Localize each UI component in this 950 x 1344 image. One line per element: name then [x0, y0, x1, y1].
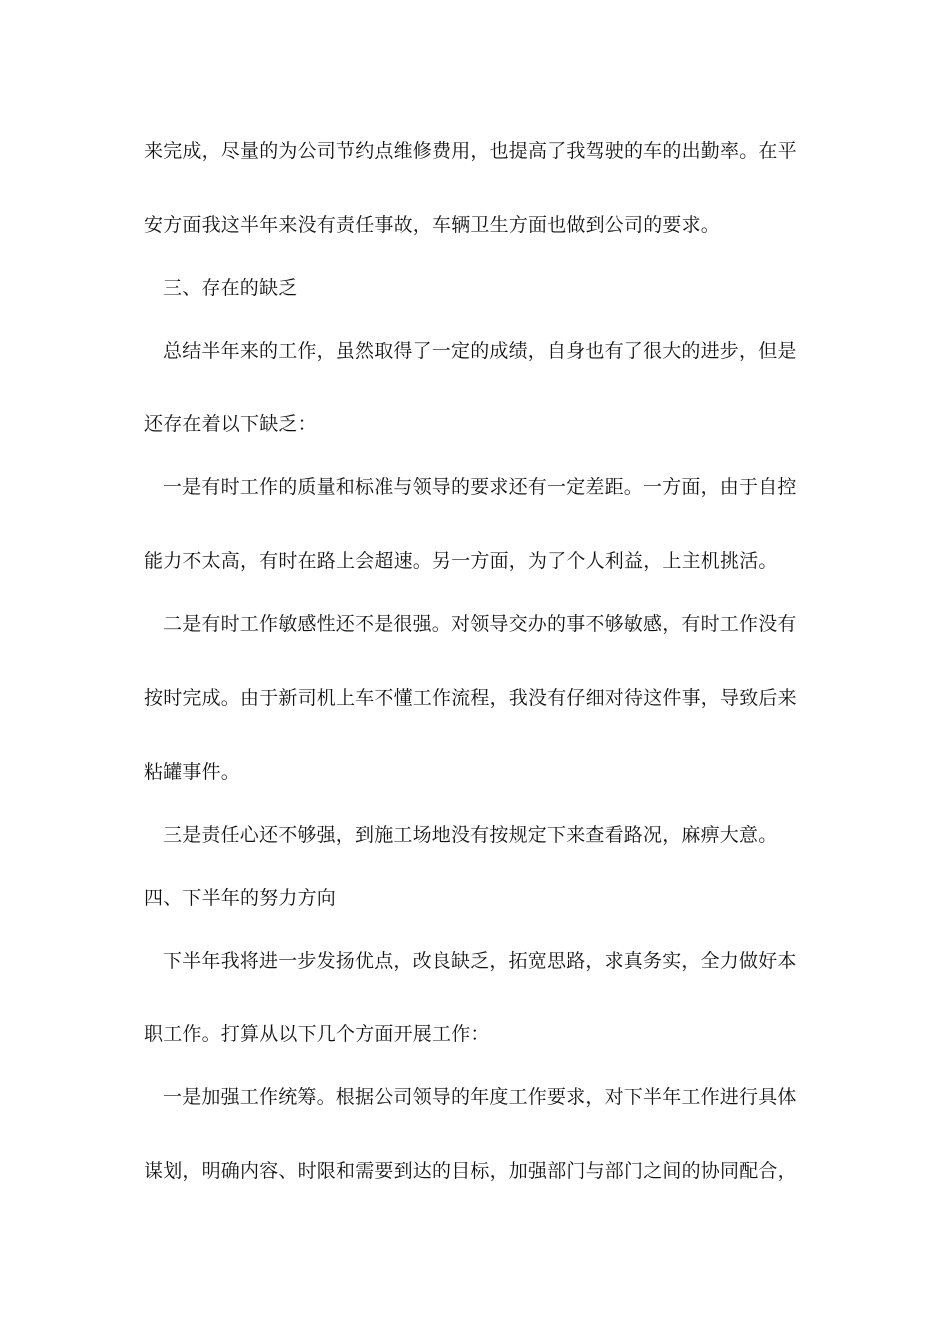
paragraph-line: 还存在着以下缺乏： [144, 413, 317, 435]
paragraph-line: 总结半年来的工作，虽然取得了一定的成绩，自身也有了很大的进步，但是 [163, 340, 797, 362]
section-heading: 三、存在的缺乏 [163, 277, 298, 299]
paragraph-line: 粘罐事件。 [144, 761, 241, 783]
paragraph-line: 能力不太高，有时在路上会超速。另一方面，为了个人利益，上主机挑活。 [144, 550, 778, 572]
paragraph-line: 来完成，尽量的为公司节约点维修费用，也提高了我驾驶的车的出勤率。在平 [144, 140, 797, 162]
paragraph-line: 三是责任心还不够强，到施工场地没有按规定下来查看路况，麻痹大意。 [163, 824, 778, 846]
paragraph-line: 职工作。打算从以下几个方面开展工作： [144, 1023, 490, 1045]
paragraph-line: 安方面我这半年来没有责任事故，车辆卫生方面也做到公司的要求。 [144, 214, 721, 236]
paragraph-line: 一是有时工作的质量和标准与领导的要求还有一定差距。一方面，由于自控 [163, 476, 797, 498]
paragraph-line: 一是加强工作统筹。根据公司领导的年度工作要求，对下半年工作进行具体 [163, 1086, 797, 1108]
paragraph-line: 下半年我将进一步发扬优点，改良缺乏，拓宽思路，求真务实，全力做好本 [163, 950, 797, 972]
paragraph-line: 二是有时工作敏感性还不是很强。对领导交办的事不够敏感，有时工作没有 [163, 613, 797, 635]
paragraph-line: 谋划，明确内容、时限和需要到达的目标，加强部门与部门之间的协同配合， [144, 1160, 797, 1182]
paragraph-line: 按时完成。由于新司机上车不懂工作流程，我没有仔细对待这件事，导致后来 [144, 687, 797, 709]
section-heading: 四、下半年的努力方向 [144, 887, 337, 909]
